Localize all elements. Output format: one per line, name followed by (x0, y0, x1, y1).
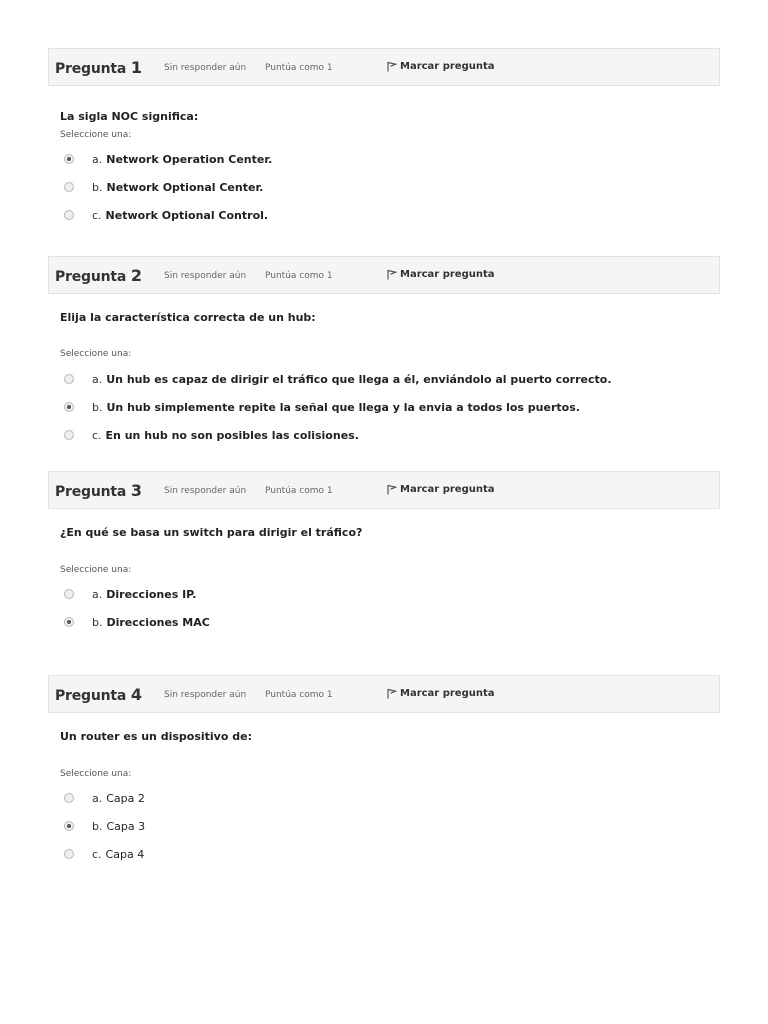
radio-unselected[interactable] (64, 210, 74, 220)
question-grade: Puntúa como 1 (265, 690, 333, 700)
question-3-option-a[interactable]: a. Direcciones IP. (64, 586, 196, 602)
question-1-prompt: Seleccione una: (60, 130, 132, 140)
question-4-option-c[interactable]: c. Capa 4 (64, 846, 144, 862)
question-1-option-a[interactable]: a. Network Operation Center. (64, 151, 272, 167)
question-number: Pregunta 1 (55, 58, 142, 77)
question-2-header (48, 256, 720, 294)
question-4-text: Un router es un dispositivo de: (60, 730, 252, 743)
radio-unselected[interactable] (64, 589, 74, 599)
question-state: Sin responder aún (164, 63, 247, 73)
radio-unselected[interactable] (64, 182, 74, 192)
flag-icon (387, 688, 397, 699)
radio-selected[interactable] (64, 402, 74, 412)
question-3-text: ¿En qué se basa un switch para dirigir el tráfico? (60, 526, 363, 539)
flag-icon (387, 61, 397, 72)
radio-unselected[interactable] (64, 849, 74, 859)
flag-icon (387, 484, 397, 495)
flag-question-button[interactable]: Marcar pregunta (387, 688, 495, 699)
question-3-header (48, 471, 720, 509)
question-number: Pregunta 2 (55, 266, 142, 285)
question-grade: Puntúa como 1 (265, 63, 333, 73)
radio-unselected[interactable] (64, 793, 74, 803)
question-2-text: Elija la característica correcta de un hub: (60, 311, 316, 324)
question-1-header (48, 48, 720, 86)
question-1-option-b[interactable]: b. Network Optional Center. (64, 179, 263, 195)
question-state: Sin responder aún (164, 271, 247, 281)
question-4-header (48, 675, 720, 713)
flag-question-button[interactable]: Marcar pregunta (387, 61, 495, 72)
question-state: Sin responder aún (164, 690, 247, 700)
flag-question-button[interactable]: Marcar pregunta (387, 269, 495, 280)
question-grade: Puntúa como 1 (265, 271, 333, 281)
question-state: Sin responder aún (164, 486, 247, 496)
radio-selected[interactable] (64, 617, 74, 627)
radio-selected[interactable] (64, 154, 74, 164)
question-number: Pregunta 4 (55, 685, 142, 704)
question-3-option-b[interactable]: b. Direcciones MAC (64, 614, 210, 630)
flag-icon (387, 269, 397, 280)
question-3-prompt: Seleccione una: (60, 565, 132, 575)
question-2-option-a[interactable]: a. Un hub es capaz de dirigir el tráfico que llega a él, enviándolo al puerto correcto. (64, 371, 612, 387)
radio-unselected[interactable] (64, 374, 74, 384)
question-number: Pregunta 3 (55, 481, 142, 500)
question-4-prompt: Seleccione una: (60, 769, 132, 779)
question-2-option-c[interactable]: c. En un hub no son posibles las colisiones. (64, 427, 359, 443)
question-2-prompt: Seleccione una: (60, 349, 132, 359)
radio-selected[interactable] (64, 821, 74, 831)
radio-unselected[interactable] (64, 430, 74, 440)
question-2-option-b[interactable]: b. Un hub simplemente repite la señal que llega y la envia a todos los puertos. (64, 399, 580, 415)
flag-question-button[interactable]: Marcar pregunta (387, 484, 495, 495)
question-1-option-c[interactable]: c. Network Optional Control. (64, 207, 268, 223)
question-4-option-a[interactable]: a. Capa 2 (64, 790, 145, 806)
question-1-text: La sigla NOC significa: (60, 110, 199, 123)
question-grade: Puntúa como 1 (265, 486, 333, 496)
question-4-option-b[interactable]: b. Capa 3 (64, 818, 145, 834)
